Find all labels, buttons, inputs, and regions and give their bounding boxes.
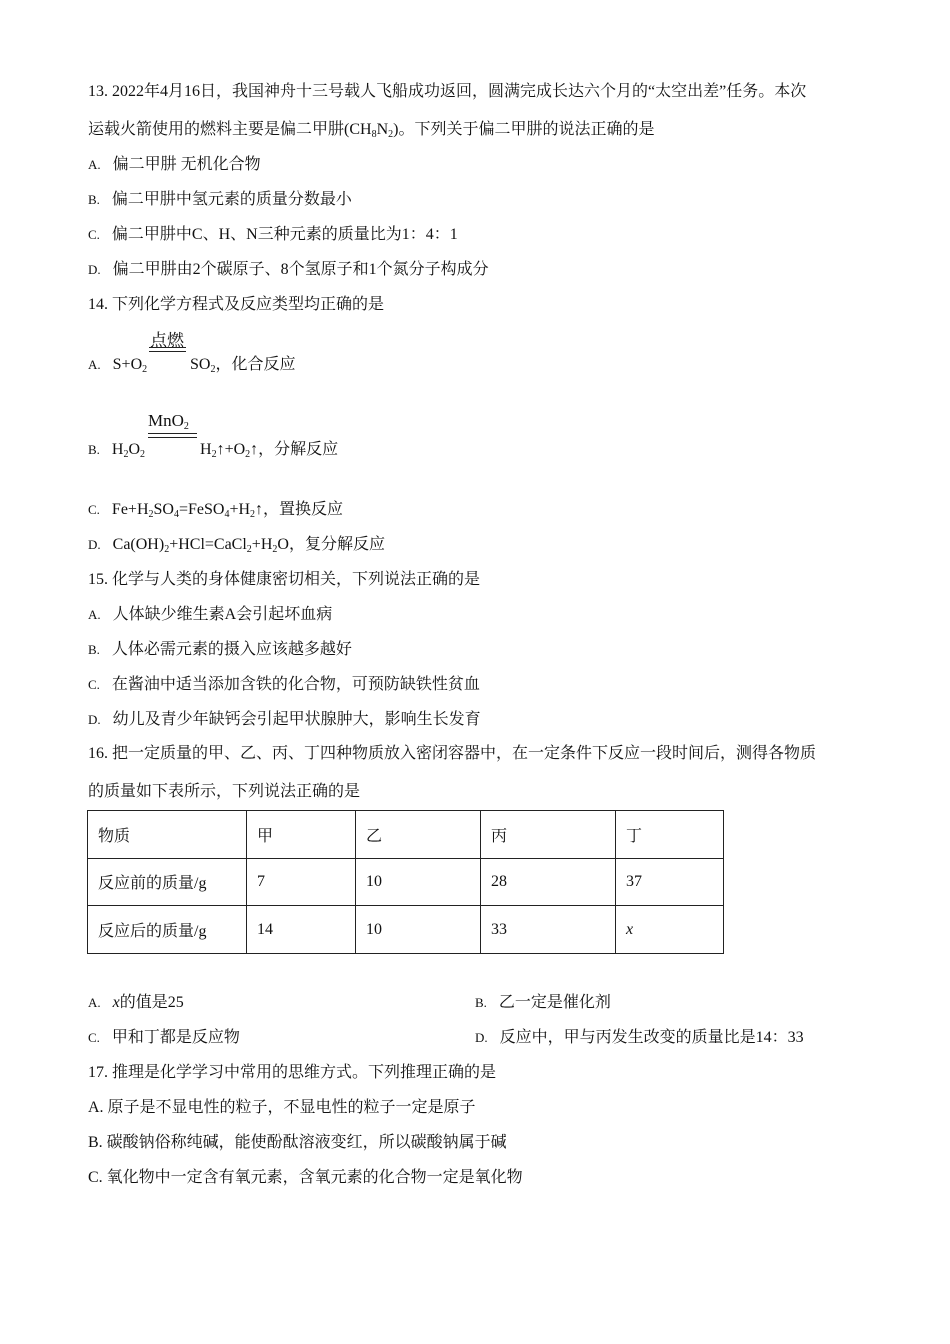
q15-option-d: D. 幼儿及青少年缺钙会引起甲状腺肿大，影响生长发育 — [88, 711, 481, 728]
q15-option-b: B. 人体必需元素的摄入应该越多越好 — [88, 641, 352, 658]
q14-a-condition: 点燃 — [150, 331, 184, 350]
q17-stem: 17. 推理是化学学习中常用的思维方式。下列推理正确的是 — [88, 1064, 497, 1081]
q14-a-equals-bar-2 — [149, 351, 186, 352]
table-row — [88, 858, 724, 906]
q14-b-equals-bar-1 — [148, 433, 197, 434]
q16-option-c: C. 甲和丁都是反应物 — [88, 1029, 240, 1046]
q13-stem-line2: 运载火箭使用的燃料主要是偏二甲肼$(CH_8N_2)$。下列关于偏二甲肼的说法正确的是 — [88, 121, 655, 140]
table-header-cell: 丁 — [616, 811, 724, 859]
q16-option-b: B. 乙一定是催化剂 — [475, 994, 611, 1011]
table-cell: 10 — [356, 906, 481, 954]
q13-option-b: B. 偏二甲肼中氢元素的质量分数最小 — [88, 191, 352, 208]
q14-option-a-reactants: A. $S+O_2$ — [88, 356, 148, 375]
table-header-cell: 甲 — [247, 811, 356, 859]
q15-option-a: A. 人体缺少维生素A会引起坏血病 — [88, 606, 333, 623]
table-header-row — [88, 811, 724, 859]
q14-option-a-products: $SO_2$，化合反应 — [190, 356, 296, 375]
q13-option-d: D. 偏二甲肼由2个碳原子、8个氢原子和1个氮分子构成分 — [88, 261, 489, 278]
q17-option-b: B. 碳酸钠俗称纯碱，能使酚酞溶液变红，所以碳酸钠属于碱 — [88, 1134, 507, 1151]
q13-option-c: C. 偏二甲肼中C、H、N三种元素的质量比为1：4：1 — [88, 226, 458, 243]
table-header-cell: 乙 — [356, 811, 481, 859]
table-cell: 33 — [481, 906, 616, 954]
table-cell: 反应后的质量/g — [88, 906, 247, 954]
q14-b-catalyst: MnO$_2$ — [148, 411, 189, 432]
table-cell: 反应前的质量/g — [88, 858, 247, 906]
q14-option-c: C. $Fe+H_2SO_4=FeSO_4+H_2↑$，置换反应 — [88, 501, 344, 520]
q14-stem: 14. 下列化学方程式及反应类型均正确的是 — [88, 296, 385, 313]
q17-option-a: A. 原子是不显电性的粒子，不显电性的粒子一定是原子 — [88, 1099, 476, 1116]
table-cell: x — [616, 906, 724, 954]
q15-option-c: C. 在酱油中适当添加含铁的化合物，可预防缺铁性贫血 — [88, 676, 480, 693]
mass-table — [87, 810, 724, 954]
table-cell: 10 — [356, 858, 481, 906]
table-header-cell: 丙 — [481, 811, 616, 859]
q16-stem-line1: 16. 把一定质量的甲、乙、丙、丁四种物质放入密闭容器中，在一定条件下反应一段时间后，测得各物质 — [88, 745, 817, 762]
q16-option-a: A. x的值是25 — [88, 994, 184, 1011]
q17-option-c: C. 氧化物中一定含有氧元素，含氧元素的化合物一定是氧化物 — [88, 1169, 523, 1186]
q16-stem-line2: 的质量如下表所示，下列说法正确的是 — [88, 783, 361, 800]
table-cell: 14 — [247, 906, 356, 954]
q16-option-d: D. 反应中，甲与丙发生改变的质量比是14：33 — [475, 1029, 804, 1046]
q14-b-equals-bar-2 — [148, 437, 197, 438]
table-cell: 7 — [247, 858, 356, 906]
table-cell: 28 — [481, 858, 616, 906]
q14-option-b-products: $H_2↑+O_2↑$，分解反应 — [200, 441, 339, 460]
table-cell: 37 — [616, 858, 724, 906]
q13-stem-line1: 13. 2022年4月16日，我国神舟十三号载人飞船成功返回，圆满完成长达六个月的“太空出差”任务。本次 — [88, 83, 807, 100]
q14-option-d: D. $Ca(OH)_2+HCl=CaCl_2+H_2O$，复分解反应 — [88, 536, 385, 555]
q15-stem: 15. 化学与人类的身体健康密切相关，下列说法正确的是 — [88, 571, 481, 588]
table-header-cell: 物质 — [88, 811, 247, 859]
table-row — [88, 906, 724, 954]
q14-option-b-reactants: B. $H_2O_2$ — [88, 441, 146, 460]
q14-a-equals-bar-1 — [149, 347, 186, 348]
q13-option-a: A. 偏二甲肼 无机化合物 — [88, 156, 261, 173]
